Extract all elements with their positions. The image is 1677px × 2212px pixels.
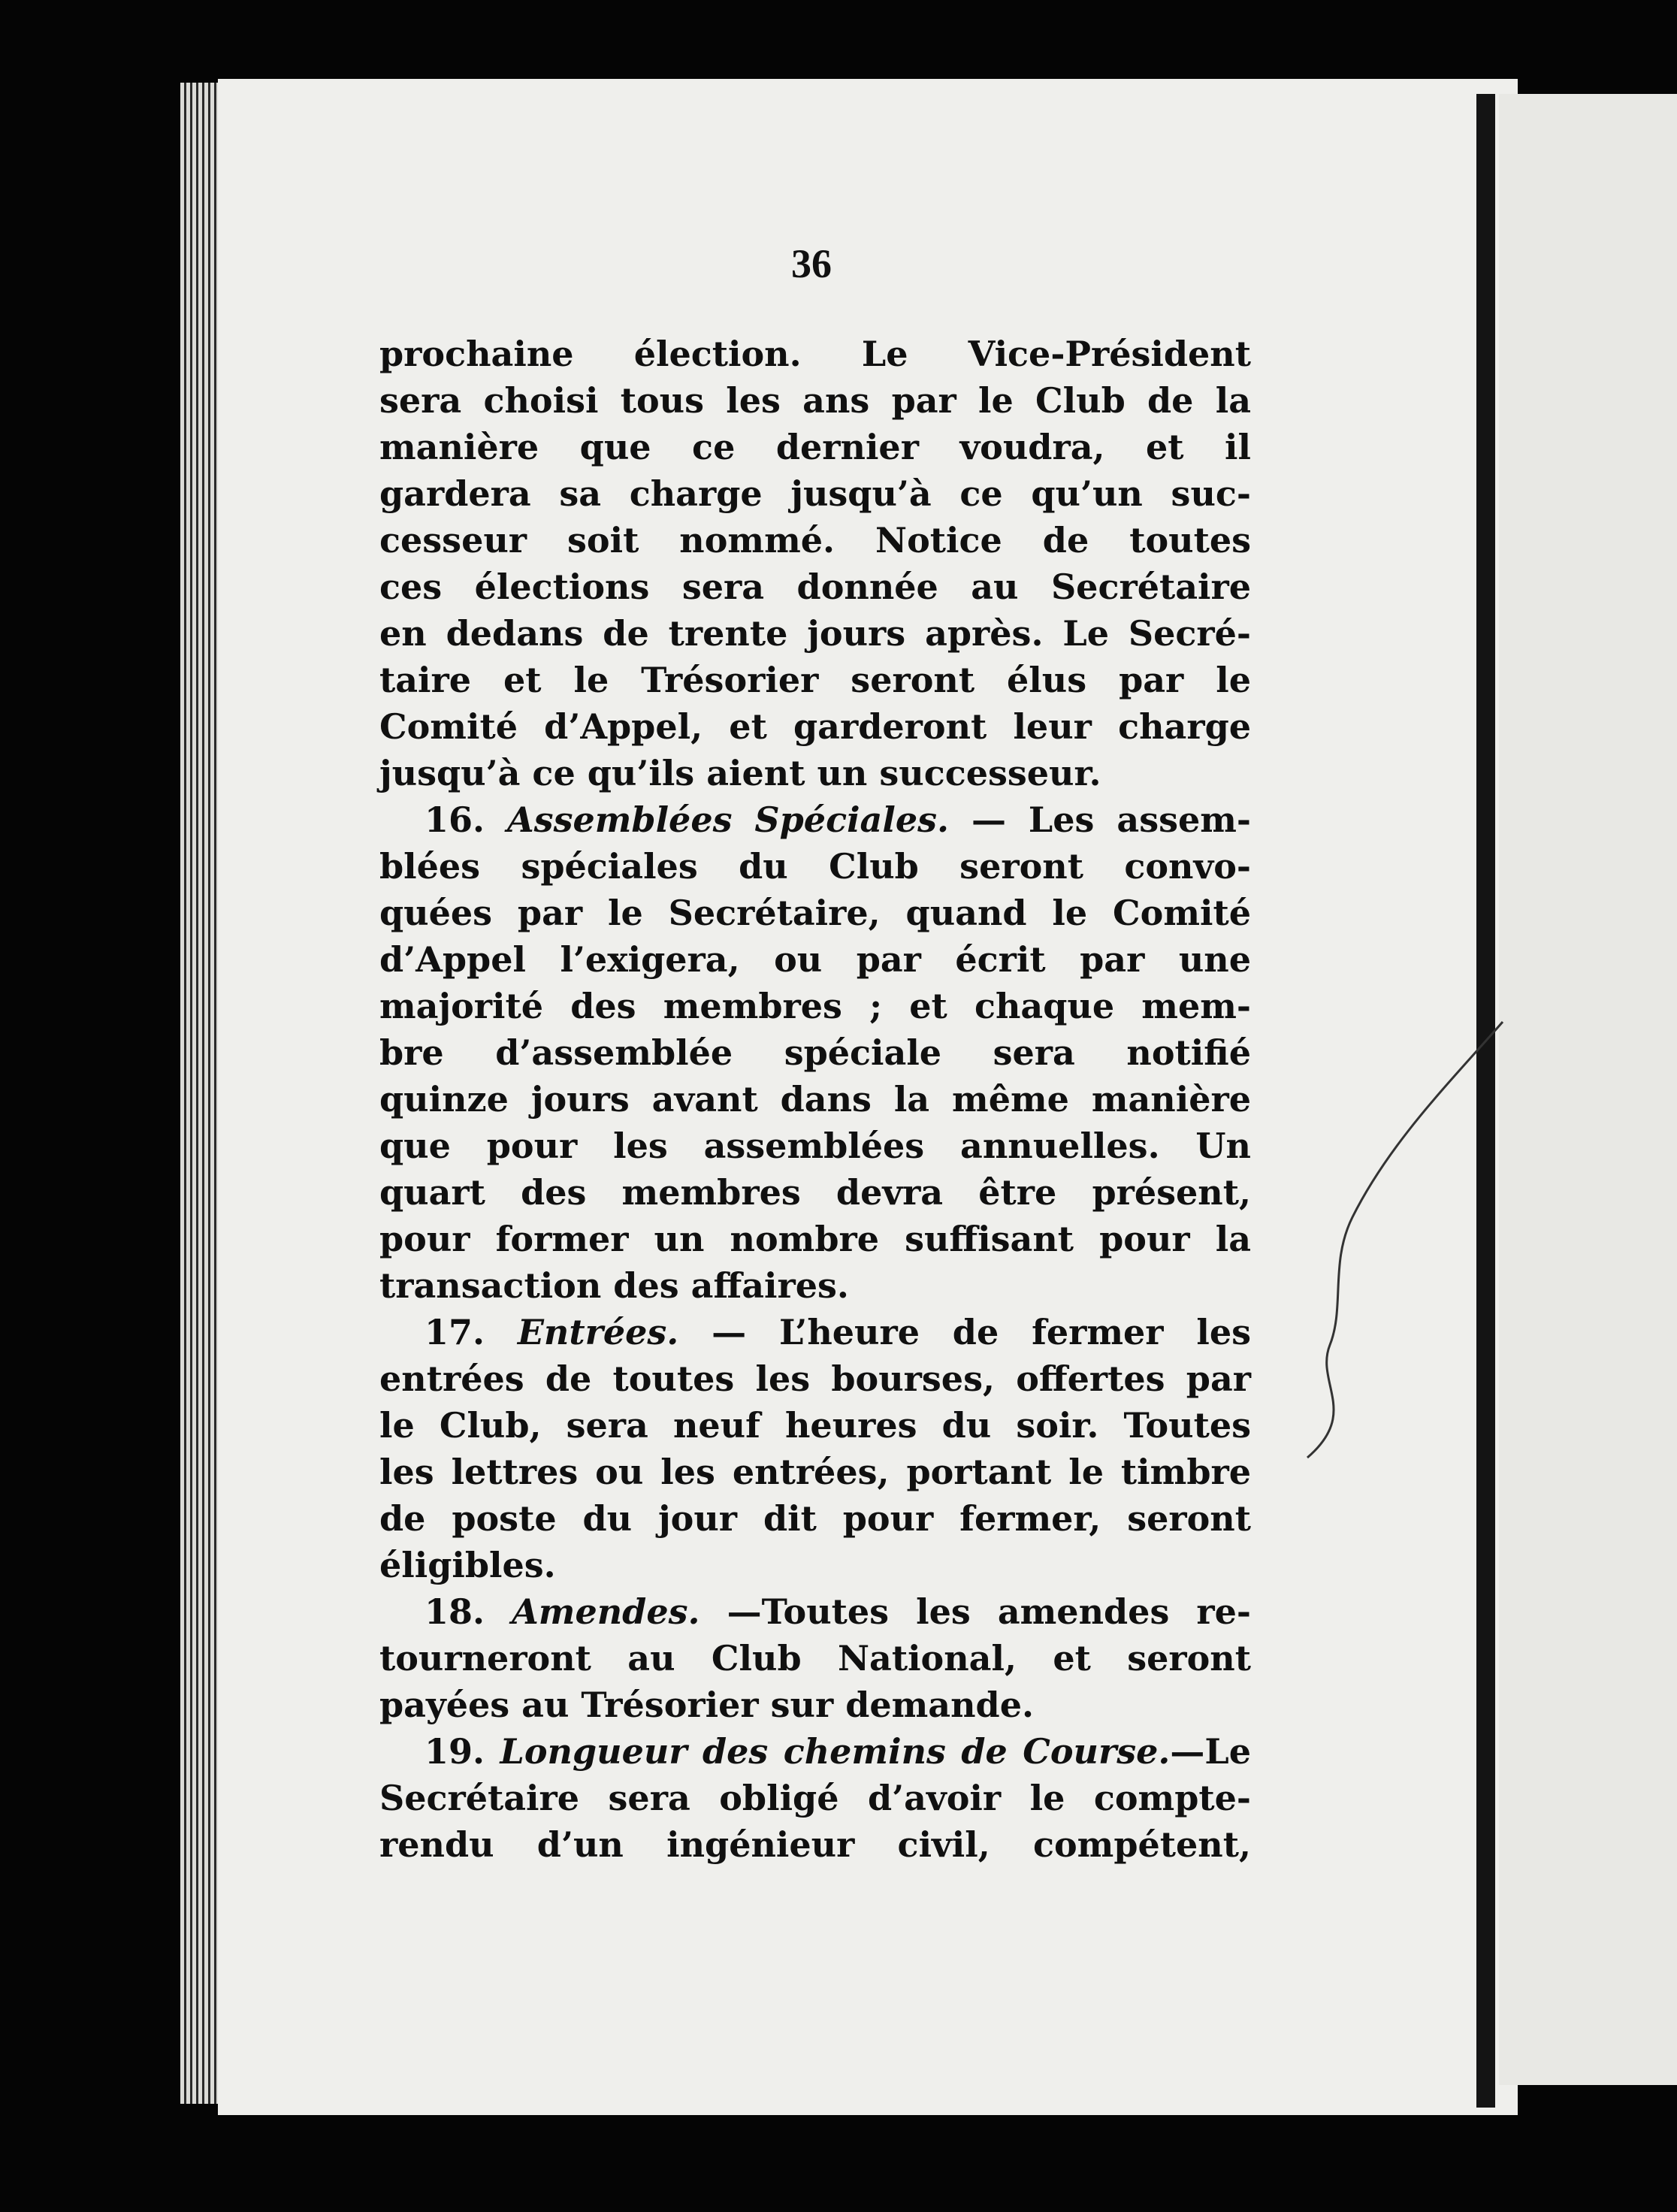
text-line: manière que ce dernier voudra, et il [379, 427, 1251, 467]
text-line: cesseur soit nommé. Notice de toutes [379, 520, 1251, 561]
section-19 [379, 1728, 1251, 1868]
section-title: Amendes. [512, 1591, 700, 1632]
section-16 [379, 796, 1251, 1309]
text-line: ces élections sera donnée au Secrétaire [379, 567, 1251, 607]
section-text: — Les assem- [971, 799, 1252, 840]
section-text: —Le [1170, 1731, 1252, 1772]
section-number: 19. [425, 1731, 485, 1772]
section-17-lines [379, 1355, 1251, 1542]
text-line: que pour les assemblées annuelles. Un [379, 1126, 1251, 1166]
text-line: blées spéciales du Club seront convo- [379, 846, 1251, 887]
section-19-lines [379, 1775, 1251, 1868]
section-18 [379, 1588, 1251, 1728]
text-line: taire et le Trésorier seront élus par le [379, 660, 1251, 700]
page-number: 36 [791, 241, 832, 286]
text-line: bre d’assemblée spéciale sera notifié [379, 1032, 1251, 1073]
text-line: les lettres ou les entrées, portant le timbre [379, 1452, 1251, 1492]
section-title: Assemblées Spéciales. [506, 799, 950, 840]
text-line: payées au Trésorier sur demande. [379, 1685, 1034, 1725]
text-line: quées par le Secrétaire, quand le Comité [379, 893, 1251, 933]
text-line: majorité des membres ; et chaque mem- [379, 986, 1251, 1026]
section-16-lines [379, 843, 1251, 1262]
text-line: Comité d’Appel, et garderont leur charge [379, 706, 1251, 747]
text-line: pour former un nombre suffisant pour la [379, 1219, 1251, 1259]
section-17-heading-line [379, 1309, 1251, 1355]
text-line: quart des membres devra être présent, [379, 1172, 1251, 1213]
section-18-lines [379, 1635, 1251, 1682]
text-line: prochaine élection. Le Vice-Président [379, 334, 1251, 374]
text-line: jusqu’à ce qu’ils aient un successeur. [379, 753, 1101, 793]
text-line: en dedans de trente jours après. Le Secré- [379, 613, 1251, 654]
text-line: sera choisi tous les ans par le Club de la [379, 380, 1251, 421]
text-line: transaction des affaires. [379, 1265, 849, 1306]
section-17 [379, 1309, 1251, 1588]
facing-page [1499, 94, 1677, 2085]
text-line: d’Appel l’exigera, ou par écrit par une [379, 939, 1251, 980]
section-19-heading-line [379, 1728, 1251, 1775]
section-18-heading-line [379, 1588, 1251, 1635]
text-line: le Club, sera neuf heures du soir. Toutes [379, 1405, 1251, 1446]
section-number: 16. [425, 799, 485, 840]
text-line: éligibles. [379, 1545, 556, 1585]
section-title: Longueur des chemins de Course. [500, 1731, 1171, 1772]
text-line: Secrétaire sera obligé d’avoir le compte- [379, 1778, 1251, 1818]
text-line: rendu d’un ingénieur civil, compétent, [379, 1824, 1251, 1865]
section-text: —Toutes les amendes re- [727, 1591, 1251, 1632]
text-line: gardera sa charge jusqu’à ce qu’un suc- [379, 473, 1251, 514]
section-text: — L’heure de fermer les [712, 1312, 1252, 1352]
paper-crease-mark [1300, 992, 1510, 1473]
section-16-heading-line [379, 796, 1251, 843]
paragraph-continuation [379, 331, 1251, 796]
text-line: entrées de toutes les bourses, offertes par [379, 1358, 1251, 1399]
page-text [379, 331, 1251, 1868]
section-number: 18. [425, 1591, 485, 1632]
text-line: tourneront au Club National, et seront [379, 1638, 1251, 1679]
section-number: 17. [425, 1312, 485, 1352]
text-line: quinze jours avant dans la même manière [379, 1079, 1251, 1120]
section-title: Entrées. [517, 1312, 679, 1352]
text-line: de poste du jour dit pour fermer, seront [379, 1498, 1251, 1539]
